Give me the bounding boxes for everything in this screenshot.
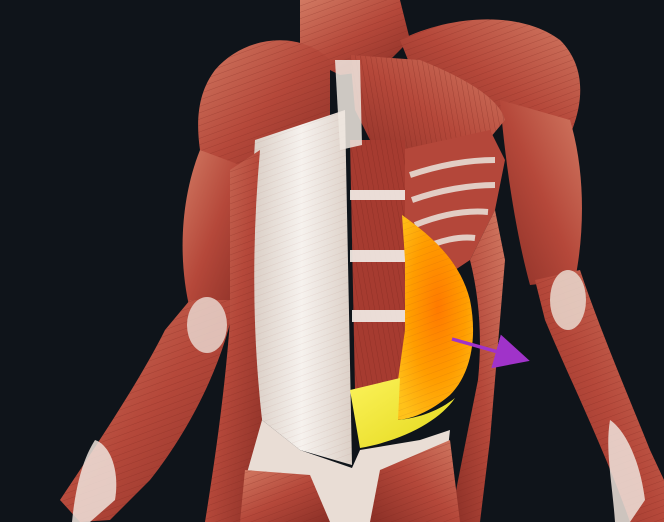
right-elbow bbox=[550, 270, 586, 330]
left-elbow bbox=[187, 297, 227, 353]
right-upper-arm bbox=[500, 100, 582, 285]
